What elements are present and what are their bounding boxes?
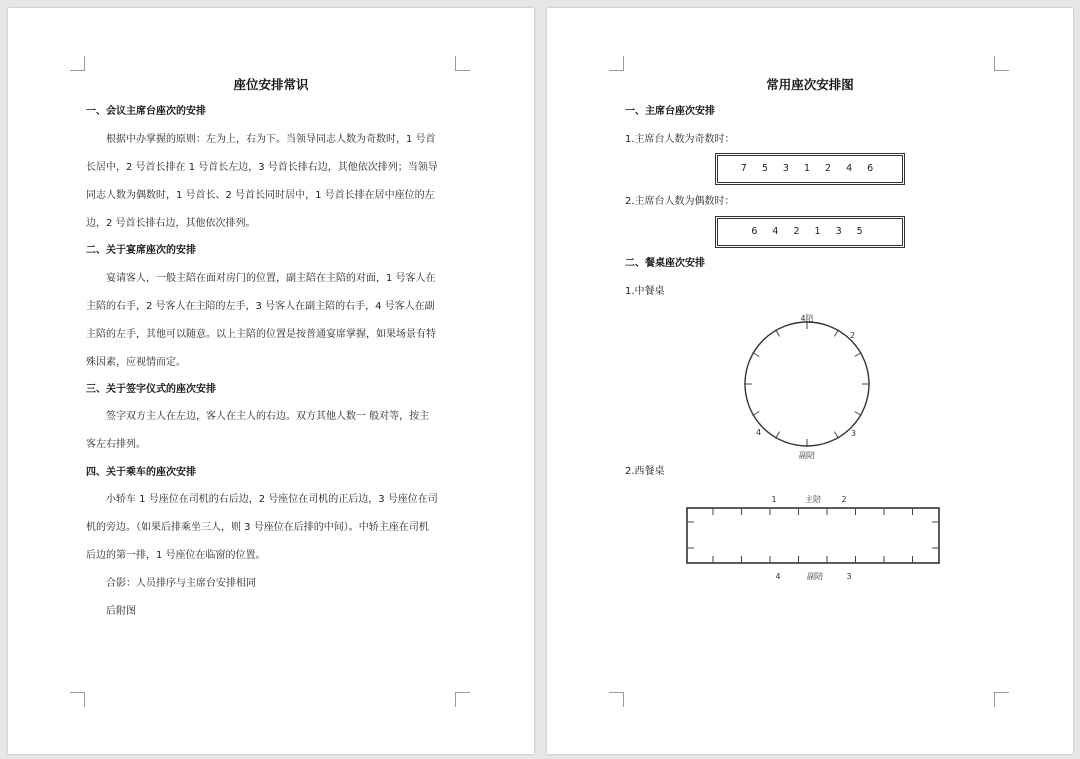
margin-corner-bottom-left xyxy=(609,692,624,707)
seat-tick xyxy=(776,329,780,336)
seat-label: 主陪 xyxy=(805,495,821,504)
paragraph-line: 后附图 xyxy=(106,606,136,617)
caption-western-table: 2.西餐桌 xyxy=(625,466,665,477)
paragraph-line: 后边的第一排，1 号座位在临窗的位置。 xyxy=(86,550,266,561)
paragraph-line: 根据中办掌握的原则：左为上，右为下。当领导同志人数为奇数时，1 号首 xyxy=(106,134,436,145)
page-title: 座位安排常识 xyxy=(233,77,309,92)
seat-label: 副陪 xyxy=(799,451,815,460)
seat-tick xyxy=(752,353,759,357)
margin-corner-top-right xyxy=(455,56,470,71)
seat-label: 副陪 xyxy=(807,572,823,581)
document-page-left xyxy=(8,8,534,754)
section-heading: 二、餐桌座次安排 xyxy=(625,258,705,269)
paragraph-line: 长居中，2 号首长排在 1 号首长左边，3 号首长排右边，其他依次排列；当领导 xyxy=(86,162,438,173)
long-table-outline xyxy=(687,508,939,563)
caption-odd: 1.主席台人数为奇数时： xyxy=(625,134,735,145)
seat-label: 3 xyxy=(846,572,852,581)
paragraph-line: 合影：人员排序与主席台安排相同 xyxy=(106,578,256,589)
margin-corner-top-left xyxy=(609,56,624,71)
page-title: 常用座次安排图 xyxy=(766,77,854,92)
caption-even: 2.主席台人数为偶数时： xyxy=(625,196,735,207)
round-table-diagram xyxy=(737,308,877,460)
document-page-right xyxy=(547,8,1073,754)
seat-label: 2 xyxy=(841,495,847,504)
seat-label: 4 xyxy=(775,572,781,581)
paragraph-line: 机的旁边。（如果后排乘坐三人，则 3 号座位在后排的中间）。中轿主座在司机 xyxy=(86,522,429,533)
paragraph-line: 主陪的右手，2 号客人在主陪的左手，3 号客人在副主陪的右手，4 号客人在副 xyxy=(86,301,435,312)
seat-tick xyxy=(835,329,839,336)
seat-tick xyxy=(752,412,759,416)
margin-corner-bottom-right xyxy=(455,692,470,707)
paragraph-line: 殊因素，应视情而定。 xyxy=(86,357,186,368)
paragraph-line: 宴请客人，一般主陪在面对房门的位置，副主陪在主陪的对面，1 号客人在 xyxy=(106,273,436,284)
seat-order-box-odd: 7 5 3 1 2 4 6 xyxy=(715,153,905,185)
margin-corner-bottom-left xyxy=(70,692,85,707)
round-table-outline xyxy=(745,322,869,446)
long-table-diagram xyxy=(685,490,945,586)
section-heading: 一、主席台座次安排 xyxy=(625,106,715,117)
paragraph-line: 主陪的左手，其他可以随意。以上主陪的位置是按普通宴席掌握，如果场景有特 xyxy=(86,329,436,340)
seat-label: 4陪 xyxy=(800,314,814,323)
seat-tick xyxy=(835,432,839,439)
paragraph-line: 客左右排列。 xyxy=(86,439,146,450)
section-heading: 一、会议主席台座次的安排 xyxy=(86,106,206,117)
seat-label: 1 xyxy=(771,495,777,504)
paragraph-line: 边，2 号首长排右边，其他依次排列。 xyxy=(86,218,256,229)
seat-tick xyxy=(776,432,780,439)
section-heading: 四、关于乘车的座次安排 xyxy=(86,467,196,478)
margin-corner-bottom-right xyxy=(994,692,1009,707)
seat-order-box-even: 6 4 2 1 3 5 xyxy=(715,216,905,248)
seat-label: 4 xyxy=(756,428,762,437)
seat-label: 2 xyxy=(850,331,856,340)
section-heading: 三、关于签字仪式的座次安排 xyxy=(86,384,216,395)
margin-corner-top-right xyxy=(994,56,1009,71)
caption-chinese-table: 1.中餐桌 xyxy=(625,286,665,297)
seat-tick xyxy=(855,353,862,357)
paragraph-line: 签字双方主人在左边，客人在主人的右边。双方其他人数一 般对等，按主 xyxy=(106,411,430,422)
paragraph-line: 同志人数为偶数时，1 号首长、2 号首长同时居中，1 号首长排在居中座位的左 xyxy=(86,190,435,201)
seat-label: 3 xyxy=(851,429,857,438)
margin-corner-top-left xyxy=(70,56,85,71)
section-heading: 二、关于宴席座次的安排 xyxy=(86,245,196,256)
paragraph-line: 小轿车 1 号座位在司机的右后边，2 号座位在司机的正后边，3 号座位在司 xyxy=(106,494,438,505)
seat-tick xyxy=(855,412,862,416)
